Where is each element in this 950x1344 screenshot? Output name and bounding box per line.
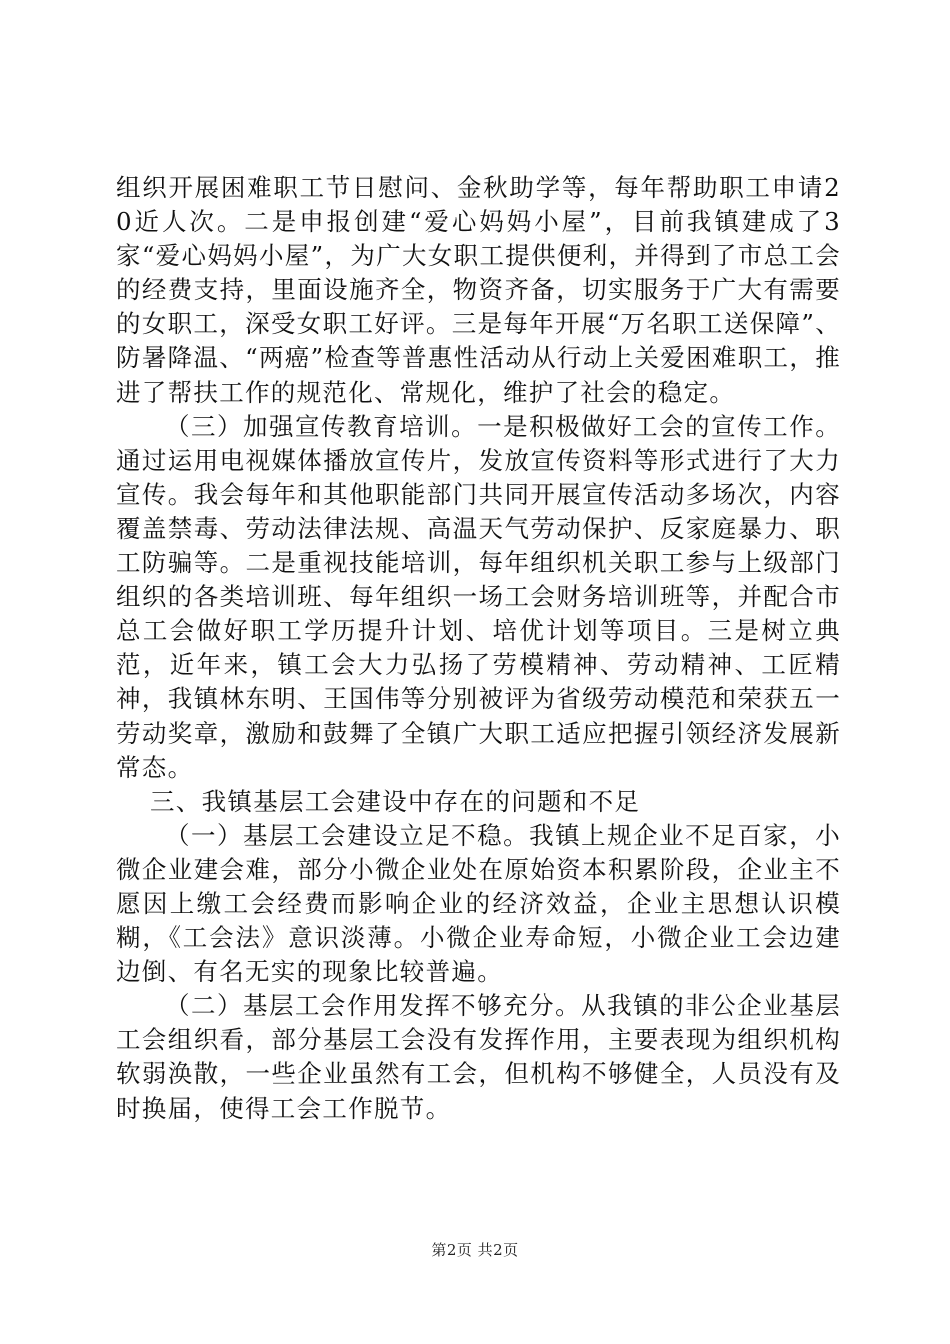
section-heading-problems: 三、我镇基层工会建设中存在的问题和不足 [150,786,641,816]
paragraph-publicity-training: （三）加强宣传教育培训。一是积极做好工会的宣传工作。通过运用电视媒体播放宣传片，发放宣传资料等形式进行了大力宣传。我会每年和其他职能部门共同开展宣传活动多场次，内容覆盖禁毒、劳动法律法规、高温天气劳动保护、反家庭暴力、职工防骗等。二是重视技能培训，每年组织机关职工参与上级部门组织的各类培训班、每年组织一场工会财务培训班等，并配合市总工会做好职工学历提升计划、培优计划等项目。三是树立典范，近年来，镇工会大力弘扬了劳模精神、劳动精神、工匠精神，我镇林东明、王国伟等分别被评为省级劳动模范和荣获五一劳动奖章，激励和鼓舞了全镇广大职工适应把握引领经济发展新常态。 [116,411,841,782]
paragraph-problem-one: （一）基层工会建设立足不稳。我镇上规企业不足百家，小微企业建会难，部分小微企业处在原始资本积累阶段，企业主不愿因上缴工会经费而影响企业的经济效益，企业主思想认识模糊，《工会法》意识淡薄。小微企业寿命短，小微企业工会边建边倒、有名无实的现象比较普遍。 [116,820,841,987]
document-body [116,171,841,1126]
paragraph-problem-two: （二）基层工会作用发挥不够充分。从我镇的非公企业基层工会组织看，部分基层工会没有发挥作用，主要表现为组织机构软弱涣散，一些企业虽然有工会，但机构不够健全，人员没有及时换届，使得工会工作脱节。 [116,991,841,1123]
page-footer: 第2页 共2页 [431,1241,519,1259]
paragraph-assistance-continued: 组织开展困难职工节日慰问、金秋助学等，每年帮助职工申请20近人次。二是申报创建“爱心妈妈小屋”，目前我镇建成了3家“爱心妈妈小屋”，为广大女职工提供便利，并得到了市总工会的经费支持，里面设施齐全，物资齐备，切实服务于广大有需要的女职工，深受女职工好评。三是每年开展“万名职工送保障”、防暑降温、“两癌”检查等普惠性活动从行动上关爱困难职工，推进了帮扶工作的规范化、常规化，维护了社会的稳定。 [116,173,841,407]
